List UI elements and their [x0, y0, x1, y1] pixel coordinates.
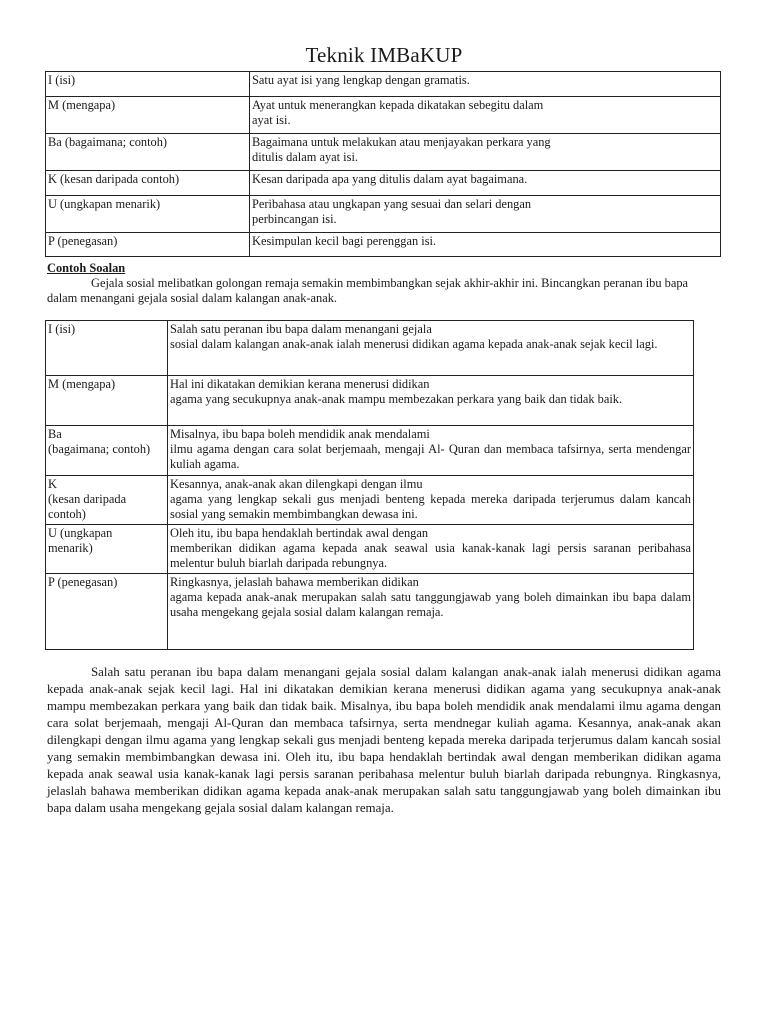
sample-question: Gejala sosial melibatkan golongan remaja semakin membimbangkan sejak akhir-akhir ini. Bincangkan peranan ibu bapa dalam menangani gejala sosial dalam kalangan anak-anak. [47, 276, 689, 305]
document-title: Teknik IMBaKUP [305, 43, 463, 67]
essay-paragraph: Salah satu peranan ibu bapa dalam menangani gejala sosial dalam kalangan anak-anak ialah menerusi didikan agama kepada anak-anak sejak kecil lagi. Hal ini dikatakan demikian kerana menerusi didikan agama yang secukupnya anak-anak mampu membezakan perkara yang baik dan tidak baik. Misalnya, ibu bapa boleh mendidik anak mendalami ilmu agama dengan cara solat berjemaah, mengaji Al-Quran dan membaca tafsirnya, serta mendnegar kuliah agama. Kesannya, anak-anak akan dilengkapi dengan ilmu agama yang lengkap sekali gus menjadi benteng kepada mereka daripada terjerumus dalam kancah sosial yang semakin membimbangkan dewasa ini. Oleh itu, ibu bapa hendaklah bertindak awal dengan memberikan didikan agama kepada anak seawal usia kanak-kanak lagi persis saranan peribahasa melentur buluh biarlah daripada rebungnya. Ringkasnya, jelaslah bahawa memberikan didikan agama kepada anak-anak merupakan salah satu tanggungjawab yang boleh dimainkan ibu bapa dalam usaha mengekang gejala sosial dalam kalangan remaja. [47, 665, 721, 815]
sample-table [45, 320, 694, 650]
row-key: U (ungkapan menarik) [46, 525, 168, 574]
table-row [46, 426, 694, 476]
row-key: K (kesan daripada contoh) [46, 476, 168, 525]
row-key: M (mengapa) [46, 376, 168, 426]
row-value: Ringkasnya, jelaslah bahawa memberikan didikan agama kepada anak-anak merupakan salah satu tanggungjawab yang boleh dimainkan ibu bapa dalam usaha mengekang gejala sosial dalam kalangan remaja. [168, 574, 694, 650]
row-key: U (ungkapan menarik) [46, 196, 250, 233]
row-key: I (isi) [46, 72, 250, 97]
table-row [46, 134, 721, 171]
row-key: Ba (bagaimana; contoh) [46, 426, 168, 476]
row-value: Oleh itu, ibu bapa hendaklah bertindak awal dengan memberikan didikan agama kepada anak seawal usia kanak-kanak lagi persis saranan peribahasa melentur buluh biarlah daripada rebungnya. [168, 525, 694, 574]
table-row [46, 574, 694, 650]
row-key: P (penegasan) [46, 233, 250, 257]
imbakup-table [45, 71, 721, 257]
table-row [46, 376, 694, 426]
table-row [46, 321, 694, 376]
row-value: Bagaimana untuk melakukan atau menjayakan perkara yang ditulis dalam ayat isi. [250, 134, 721, 171]
row-key: K (kesan daripada contoh) [46, 171, 250, 196]
row-key: Ba (bagaimana; contoh) [46, 134, 250, 171]
row-value: Misalnya, ibu bapa boleh mendidik anak mendalami ilmu agama dengan cara solat berjemaah, mengaji Al- Quran dan membaca tafsirnya, serta mendengar kuliah agama. [168, 426, 694, 476]
row-value: Ayat untuk menerangkan kepada dikatakan sebegitu dalam ayat isi. [250, 97, 721, 134]
table-row [46, 72, 721, 97]
row-value: Kesimpulan kecil bagi perenggan isi. [250, 233, 721, 257]
row-key: I (isi) [46, 321, 168, 376]
table-row [46, 171, 721, 196]
row-value: Peribahasa atau ungkapan yang sesuai dan selari dengan perbincangan isi. [250, 196, 721, 233]
row-value: Salah satu peranan ibu bapa dalam menangani gejala sosial dalam kalangan anak-anak ialah menerusi didikan agama kepada anak-anak sejak kecil lagi. [168, 321, 694, 376]
table-row [46, 233, 721, 257]
table-row [46, 97, 721, 134]
table-row [46, 525, 694, 574]
row-value: Hal ini dikatakan demikian kerana menerusi didikan agama yang secukupnya anak-anak mampu membezakan perkara yang baik dan tidak baik. [168, 376, 694, 426]
row-value: Kesannya, anak-anak akan dilengkapi dengan ilmu agama yang lengkap sekali gus menjadi benteng kepada mereka daripada terjerumus dalam kancah sosial yang semakin membimbangkan dewasa ini. [168, 476, 694, 525]
row-value: Satu ayat isi yang lengkap dengan gramatis. [250, 72, 721, 97]
sample-heading: Contoh Soalan [47, 261, 126, 275]
row-value: Kesan daripada apa yang ditulis dalam ayat bagaimana. [250, 171, 721, 196]
row-key: M (mengapa) [46, 97, 250, 134]
row-key: P (penegasan) [46, 574, 168, 650]
table-row [46, 476, 694, 525]
table-row [46, 196, 721, 233]
